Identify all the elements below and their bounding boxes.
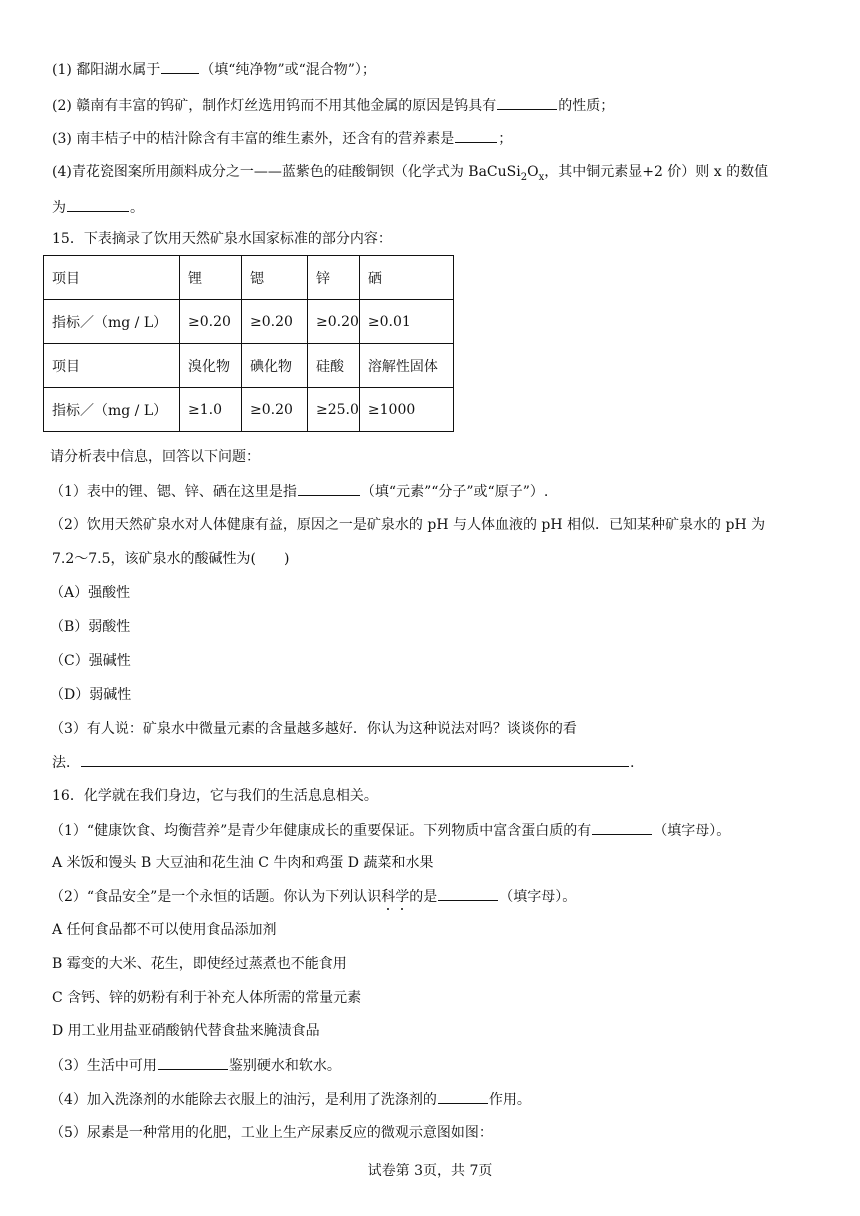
q14-item-4: [52, 162, 768, 188]
q16-2-text: （2）“食品安全”是一个永恒的话题。你认为下列认识: [50, 889, 382, 905]
q15-1-hint: （填“元素”“分子”或“原子”）.: [360, 484, 549, 500]
q14-3-tail: ；: [498, 131, 513, 147]
q15-item-3-line1: （3）有人说：矿泉水中微量元素的含量越多越好．你认为这种说法对吗？谈谈你的看: [50, 721, 577, 737]
q15-intro: 15．下表摘录了饮用天然矿泉水国家标准的部分内容：: [52, 231, 392, 247]
table-cell: 锂: [180, 256, 242, 300]
table-cell: ≥1000: [359, 388, 453, 432]
q16-1-blank[interactable]: [592, 820, 652, 835]
emphasis-char: 学: [395, 889, 410, 905]
table-cell: 溶解性固体: [359, 344, 453, 388]
q14-4-oxygen: O: [527, 164, 539, 180]
q14-2-text: (2) 赣南有丰富的钨矿，制作灯丝选用钨而不用其他金属的原因是钨具有: [52, 98, 497, 114]
q15-3-blank[interactable]: [81, 752, 629, 767]
table-cell: 溴化物: [180, 344, 242, 388]
table-cell: 硒: [359, 256, 453, 300]
q15-item-2-line1: （2）饮用天然矿泉水对人体健康有益，原因之一是矿泉水的 pH 与人体血液的 pH 相似．已知某种矿泉水的 pH 为: [50, 517, 766, 533]
table-cell: 碘化物: [242, 344, 308, 388]
table-row: [44, 388, 454, 432]
q15-3-tail: .: [630, 755, 635, 771]
q14-item-3: [52, 128, 512, 149]
q14-4-text: (4)青花瓷图案所用颜料成分之一——蓝紫色的硅酸铜钡（化学式为 BaCuSi: [52, 164, 521, 180]
q14-1-blank[interactable]: [161, 59, 199, 74]
q16-3-text: （3）生活中可用: [50, 1058, 157, 1074]
q14-item-1: [52, 59, 376, 80]
q16-item-1: [50, 820, 730, 841]
q14-1-hint: （填“纯净物”或“混合物”）；: [200, 62, 376, 78]
q16-2-option-a: A 任何食品都不可以使用食品添加剂: [52, 922, 277, 938]
q16-3-blank[interactable]: [158, 1055, 228, 1070]
q16-4-tail: 作用。: [488, 1092, 531, 1108]
q16-item-3: [50, 1055, 341, 1076]
q16-2-blank[interactable]: [438, 886, 498, 901]
table-cell: 指标／（mg / L）: [44, 388, 180, 432]
q15-1-blank[interactable]: [298, 481, 360, 496]
q14-4-line2-tail: 。: [130, 200, 144, 216]
page-footer: 试卷第 3页，共 7页: [367, 1163, 493, 1179]
table-cell: ≥1.0: [180, 388, 242, 432]
q14-4-line2-text: 为: [52, 200, 66, 216]
q15-option-a[interactable]: （A）强酸性: [50, 585, 131, 601]
q14-item-2: [52, 95, 614, 116]
q16-2-option-b: B 霉变的大米、花生，即使经过蒸煮也不能食用: [52, 956, 347, 972]
q15-item-2-line2: 7.2～7.5，该矿泉水的酸碱性为( ): [52, 551, 290, 567]
q16-1-hint: （填字母）。: [653, 823, 731, 839]
q15-item-1: [50, 481, 548, 502]
q16-2-mid: 的是: [409, 889, 438, 905]
q14-2-blank[interactable]: [497, 95, 557, 110]
table-row: [44, 300, 454, 344]
q15-option-b[interactable]: （B）弱酸性: [50, 619, 131, 635]
q16-3-tail: 鉴别硬水和软水。: [228, 1058, 341, 1074]
q14-4-tail: ，其中铜元素显+2 价）则 x 的数值: [544, 164, 769, 180]
q15-option-d[interactable]: （D）弱碱性: [50, 687, 132, 703]
table-cell: ≥0.20: [242, 300, 308, 344]
table-cell: 硅酸: [308, 344, 360, 388]
q15-option-c[interactable]: （C）强碱性: [50, 653, 131, 669]
q16-intro: 16．化学就在我们身边，它与我们的生活息息相关。: [52, 788, 378, 804]
q14-1-text: (1) 鄱阳湖水属于: [52, 62, 161, 78]
table-cell: 指标／（mg / L）: [44, 300, 180, 344]
table-row: [44, 256, 454, 300]
emphasis-char: 科: [381, 889, 396, 905]
q14-4-blank[interactable]: [67, 197, 129, 212]
q14-4-sub-si: 2: [520, 171, 528, 183]
table-cell: ≥25.0: [308, 388, 360, 432]
q14-3-blank[interactable]: [455, 128, 497, 143]
q15-3-text: 法．: [52, 755, 80, 771]
table-cell: 锶: [242, 256, 308, 300]
mineral-water-standard-table: [43, 255, 454, 432]
table-cell: ≥0.20: [308, 300, 360, 344]
q15-1-text: （1）表中的锂、锶、锌、硒在这里是指: [50, 484, 297, 500]
q16-4-blank[interactable]: [438, 1089, 488, 1104]
q14-3-text: (3) 南丰桔子中的桔汁除含有丰富的维生素外，还含有的营养素是: [52, 131, 455, 147]
table-cell: ≥0.01: [359, 300, 453, 344]
q16-2-option-d: D 用工业用盐亚硝酸钠代替食盐来腌渍食品: [52, 1023, 320, 1039]
q16-item-2: [50, 886, 576, 907]
table-cell: 项目: [44, 256, 180, 300]
q16-item-1-options: A 米饭和馒头 B 大豆油和花生油 C 牛肉和鸡蛋 D 蔬菜和水果: [52, 855, 434, 871]
q16-item-5: （5）尿素是一种常用的化肥，工业上生产尿素反应的微观示意图如图：: [50, 1125, 493, 1141]
q14-2-tail: 的性质；: [558, 98, 615, 114]
q16-item-4: [50, 1089, 531, 1110]
table-cell: 锌: [308, 256, 360, 300]
table-cell: ≥0.20: [242, 388, 308, 432]
q16-1-text: （1）“健康饮食、均衡营养”是青少年健康成长的重要保证。下列物质中富含蛋白质的有: [50, 823, 592, 839]
q16-2-hint: （填字母）。: [499, 889, 577, 905]
q15-prompt: 请分析表中信息，回答以下问题：: [50, 449, 260, 465]
q14-4-sub-x: x: [538, 171, 545, 183]
q16-4-text: （4）加入洗涤剂的水能除去衣服上的油污，是利用了洗涤剂的: [50, 1092, 437, 1108]
q16-2-option-c: C 含钙、锌的奶粉有利于补充人体所需的常量元素: [52, 990, 362, 1006]
table-row: [44, 344, 454, 388]
q15-item-3-line2: [52, 752, 634, 773]
table-cell: ≥0.20: [180, 300, 242, 344]
table-cell: 项目: [44, 344, 180, 388]
q14-item-4-cont: [52, 197, 144, 218]
